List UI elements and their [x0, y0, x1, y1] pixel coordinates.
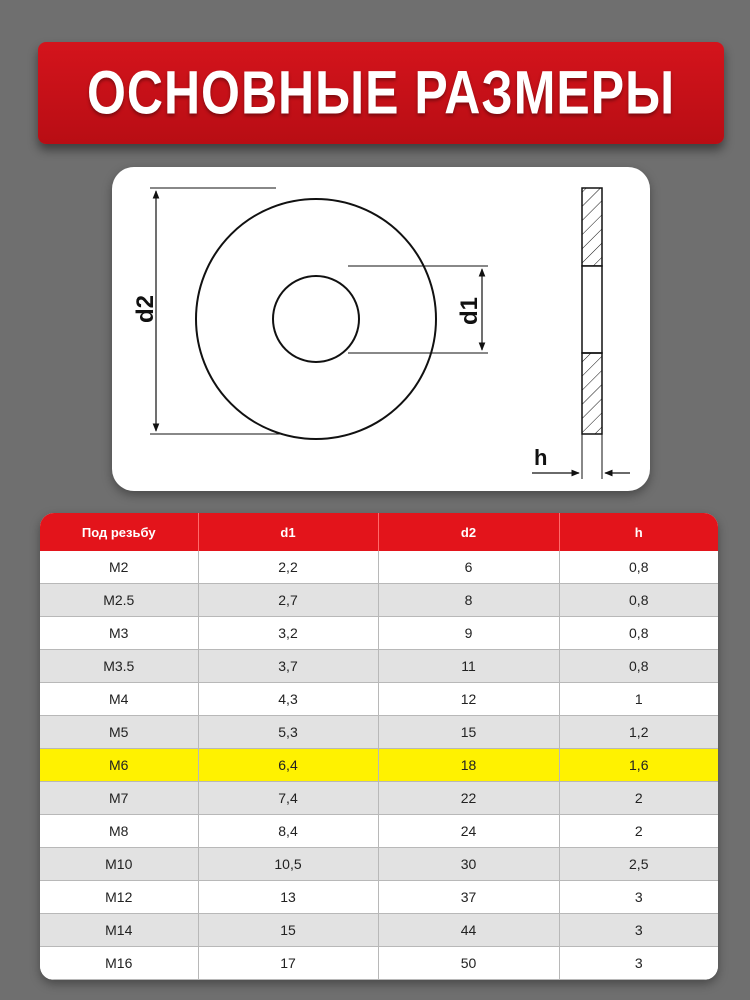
- cell-thread: M7: [40, 782, 198, 815]
- table-row: [40, 782, 718, 815]
- cell-d2: 18: [378, 749, 559, 782]
- washer-outer-circle: [196, 199, 436, 439]
- cell-d1: 3,7: [198, 650, 378, 683]
- cell-d2: 15: [378, 716, 559, 749]
- cell-thread: M16: [40, 947, 198, 980]
- cell-h: 2,5: [559, 848, 718, 881]
- cell-d1: 10,5: [198, 848, 378, 881]
- cell-d2: 24: [378, 815, 559, 848]
- cell-h: 2: [559, 782, 718, 815]
- cell-d1: 17: [198, 947, 378, 980]
- table-row: [40, 716, 718, 749]
- cell-d2: 30: [378, 848, 559, 881]
- cell-d1: 13: [198, 881, 378, 914]
- dimensions-table: [40, 513, 718, 980]
- cell-h: 1: [559, 683, 718, 716]
- table-body: [40, 551, 718, 980]
- cell-d1: 6,4: [198, 749, 378, 782]
- cell-h: 0,8: [559, 584, 718, 617]
- d2-label: d2: [132, 294, 160, 324]
- washer-diagram-card: [112, 167, 650, 491]
- table-row: [40, 584, 718, 617]
- table-row: [40, 617, 718, 650]
- cell-d2: 44: [378, 914, 559, 947]
- cell-thread: M4: [40, 683, 198, 716]
- cell-d2: 11: [378, 650, 559, 683]
- cell-thread: M3.5: [40, 650, 198, 683]
- section-gap: [582, 266, 602, 353]
- cell-thread: M14: [40, 914, 198, 947]
- cell-h: 3: [559, 881, 718, 914]
- cell-h: 3: [559, 947, 718, 980]
- header-d2: d2: [378, 513, 559, 551]
- cell-d1: 15: [198, 914, 378, 947]
- table-row: [40, 815, 718, 848]
- table-row: [40, 683, 718, 716]
- cell-d2: 8: [378, 584, 559, 617]
- cell-d2: 37: [378, 881, 559, 914]
- cell-h: 0,8: [559, 617, 718, 650]
- cell-h: 0,8: [559, 650, 718, 683]
- cell-h: 0,8: [559, 551, 718, 584]
- header-d1: d1: [198, 513, 378, 551]
- table-row: [40, 914, 718, 947]
- section-upper: [582, 188, 602, 266]
- cell-d1: 7,4: [198, 782, 378, 815]
- cell-d1: 4,3: [198, 683, 378, 716]
- section-lower: [582, 353, 602, 434]
- cell-h: 1,6: [559, 749, 718, 782]
- header-h: h: [559, 513, 718, 551]
- cell-thread: M8: [40, 815, 198, 848]
- table-row: [40, 881, 718, 914]
- table-row: [40, 551, 718, 584]
- header-thread: Под резьбу: [40, 513, 198, 551]
- cell-d2: 22: [378, 782, 559, 815]
- table-header-row: [40, 513, 718, 551]
- cell-thread: M10: [40, 848, 198, 881]
- cell-d1: 5,3: [198, 716, 378, 749]
- page-title: ОСНОВНЫЕ РАЗМЕРЫ: [86, 58, 676, 128]
- cell-d1: 2,7: [198, 584, 378, 617]
- table-row: [40, 848, 718, 881]
- cell-thread: M2.5: [40, 584, 198, 617]
- table-row: [40, 749, 718, 782]
- cell-d1: 8,4: [198, 815, 378, 848]
- table-row: [40, 650, 718, 683]
- cell-h: 3: [559, 914, 718, 947]
- cell-d2: 9: [378, 617, 559, 650]
- cell-d2: 12: [378, 683, 559, 716]
- cell-d2: 50: [378, 947, 559, 980]
- cell-thread: M5: [40, 716, 198, 749]
- cell-thread: M3: [40, 617, 198, 650]
- cell-d2: 6: [378, 551, 559, 584]
- cell-thread: M12: [40, 881, 198, 914]
- cell-thread: M2: [40, 551, 198, 584]
- cell-thread: M6: [40, 749, 198, 782]
- cell-d1: 3,2: [198, 617, 378, 650]
- dimensions-table-card: [40, 513, 718, 980]
- washer-inner-circle: [273, 276, 359, 362]
- cell-h: 2: [559, 815, 718, 848]
- h-label: h: [534, 445, 548, 470]
- table-row: [40, 947, 718, 980]
- washer-drawing: [112, 167, 650, 491]
- cell-d1: 2,2: [198, 551, 378, 584]
- d1-label: d1: [456, 296, 484, 326]
- title-banner: [38, 42, 724, 144]
- cell-h: 1,2: [559, 716, 718, 749]
